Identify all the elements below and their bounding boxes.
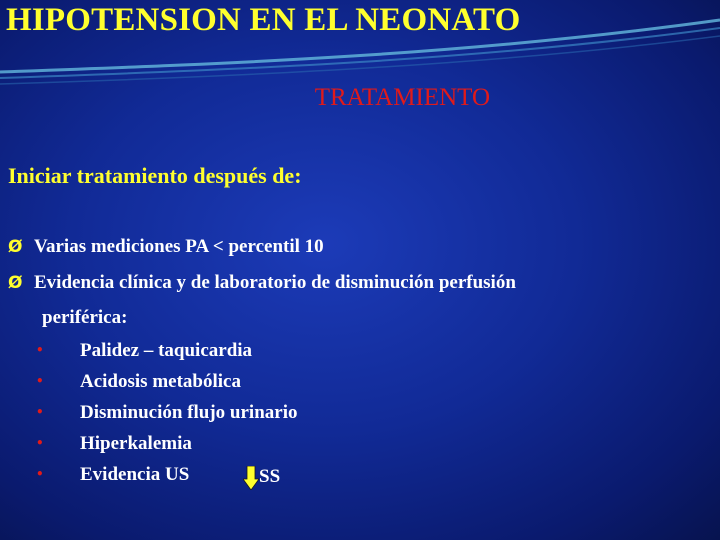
- sub-bullet-item: [36, 464, 189, 486]
- slide-subtitle: TRATAMIENTO: [314, 84, 490, 111]
- arrow-bullet-text: Varias mediciones PA < percentil 10: [34, 236, 324, 257]
- slide-title: HIPOTENSION EN EL NEONATO: [6, 2, 521, 38]
- dot-bullet-icon: •: [36, 467, 44, 481]
- sub-bullet-item: [36, 402, 297, 424]
- down-arrow-icon: [243, 466, 259, 490]
- dot-bullet-icon: •: [36, 343, 44, 357]
- dot-bullet-icon: •: [36, 374, 44, 388]
- arrow-bullet-item: [8, 236, 324, 258]
- sub-bullet-text: Acidosis metabólica: [80, 371, 241, 392]
- arrow-bullet-item: [8, 272, 516, 294]
- arrowhead-bullet-icon: Ø: [8, 273, 23, 293]
- ss-text: SS: [259, 466, 281, 487]
- arrow-bullet-text: Evidencia clínica y de laboratorio de disminución perfusión: [34, 272, 516, 293]
- dot-bullet-icon: •: [36, 405, 44, 419]
- arrowhead-bullet-icon: Ø: [8, 237, 23, 257]
- sub-bullet-text: Evidencia US: [80, 464, 190, 485]
- sub-bullet-text: Disminución flujo urinario: [80, 402, 298, 423]
- sub-bullet-text: Hiperkalemia: [80, 433, 192, 454]
- intro-text: Iniciar tratamiento después de:: [8, 163, 302, 188]
- sub-bullet-text: Palidez – taquicardia: [80, 340, 253, 361]
- sub-bullet-item: [36, 371, 241, 393]
- sub-bullet-item: [36, 433, 192, 455]
- dot-bullet-icon: •: [36, 436, 44, 450]
- arrow-bullet-continuation: periférica:: [42, 307, 128, 328]
- sub-bullet-item: [36, 340, 252, 362]
